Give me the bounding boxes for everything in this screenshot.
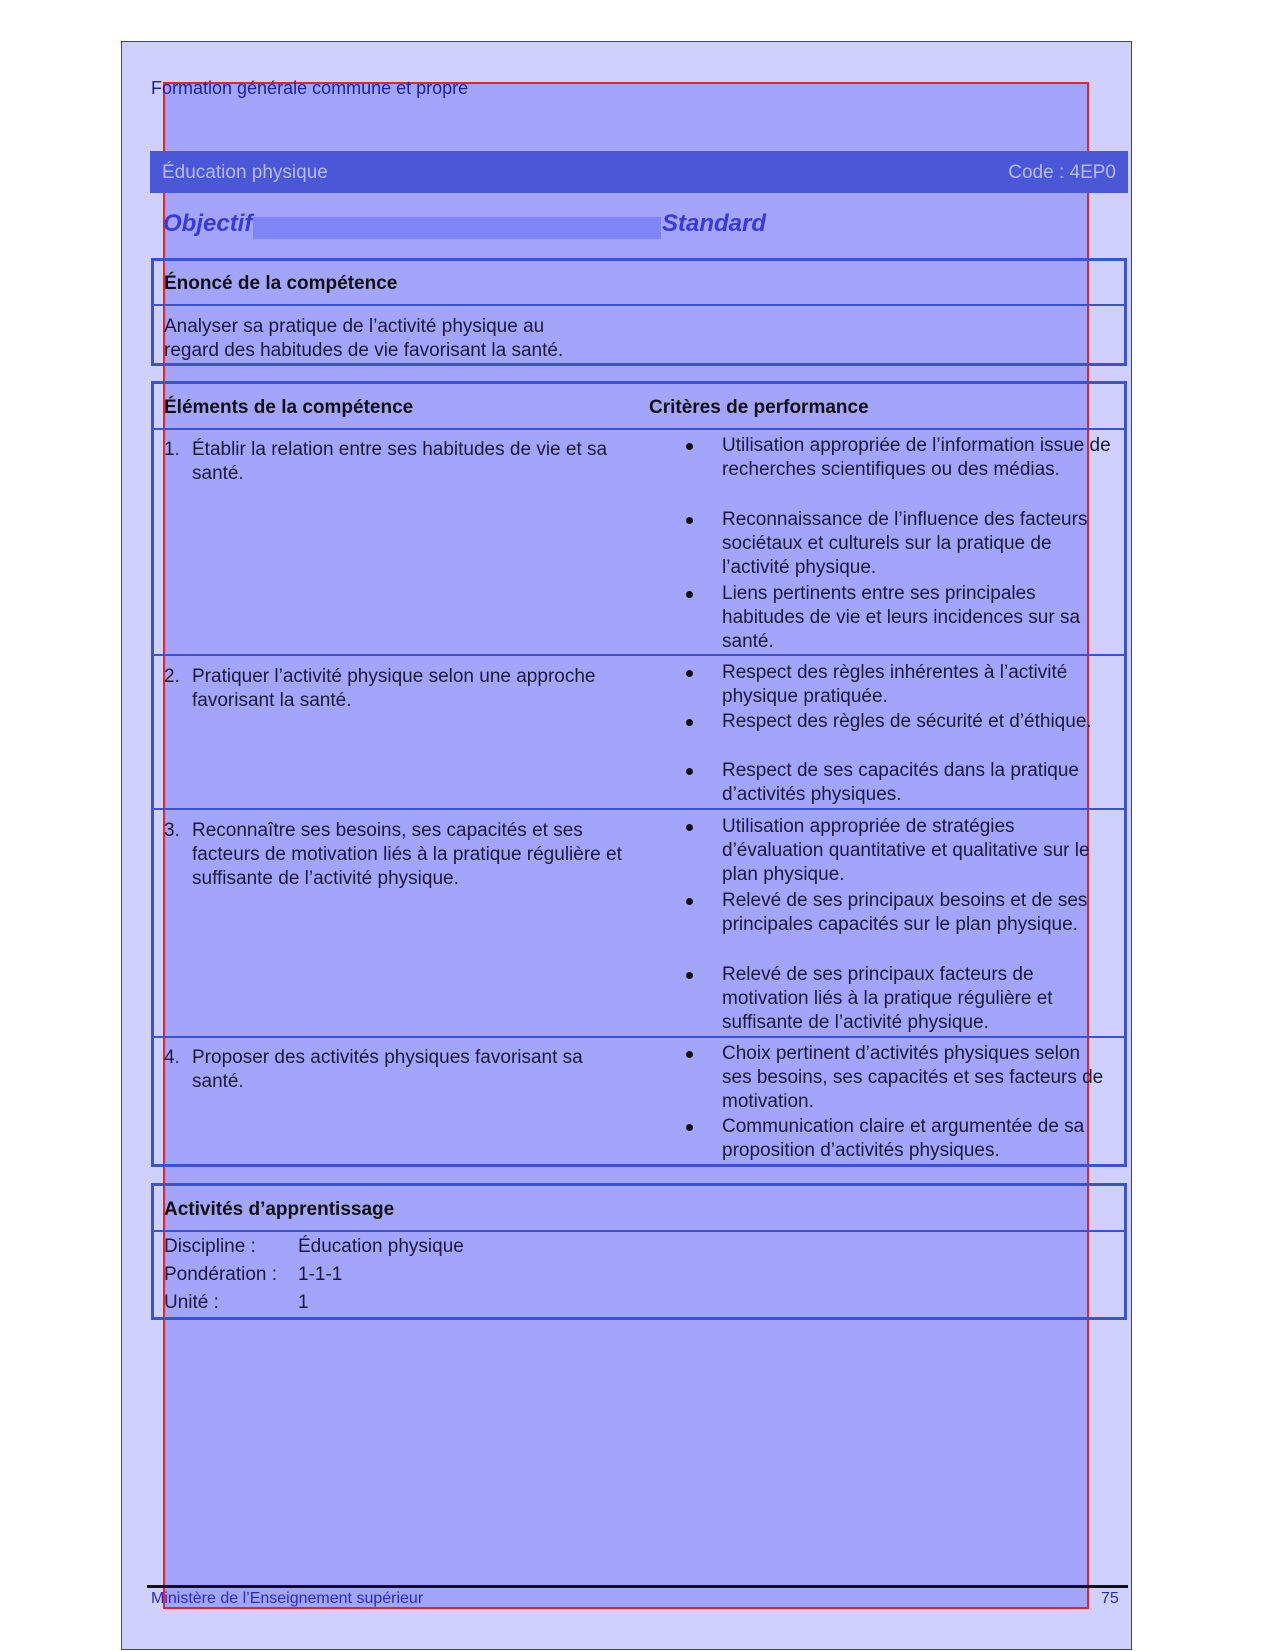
footer-ministry: Ministère de l’Enseignement supérieur [151, 1590, 424, 1607]
ponderation-label: Pondération : [164, 1264, 278, 1285]
criterion: Liens pertinents entre ses principales habitudes de vie et leurs incidences sur sa santé. [722, 583, 1081, 652]
bullet-icon [686, 972, 693, 979]
unite-label: Unité : [164, 1292, 219, 1313]
criterion: Utilisation appropriée de stratégies d’évaluation quantitative et qualitative sur le plan physique. [722, 816, 1090, 885]
element-text: Reconnaître ses besoins, ses capacités et ses facteurs de motivation liés à la pratique régulière et suffisante de l’activité physique. [192, 820, 622, 889]
table-row [164, 1046, 634, 1094]
elements-table [151, 381, 1127, 1167]
bullet-icon [686, 1051, 693, 1058]
col-header-criteres: Critères de performance [649, 397, 869, 418]
bullet-icon [686, 768, 693, 775]
table-header-divider [154, 428, 1124, 430]
row-divider [154, 1036, 1124, 1038]
program-title: Éducation physique [162, 162, 328, 183]
criterion: Respect des règles de sécurité et d’éthique. [722, 711, 1092, 732]
enonce-box [151, 258, 1127, 366]
bullet-icon [686, 824, 693, 831]
criterion: Utilisation appropriée de l’information issue de recherches scientifiques ou des médias. [722, 435, 1111, 480]
discipline-value: Éducation physique [298, 1236, 464, 1257]
row-divider [154, 808, 1124, 810]
bullet-icon [686, 670, 693, 677]
course-code: Code : 4EP0 [1008, 162, 1116, 183]
enonce-heading: Énoncé de la compétence [164, 273, 398, 294]
ponderation-row [164, 1264, 343, 1286]
enonce-line: Analyser sa pratique de l’activité physique au [164, 316, 545, 337]
ponderation-value: 1-1-1 [298, 1264, 343, 1285]
criterion: Respect des règles inhérentes à l’activité physique pratiquée. [722, 662, 1068, 707]
col-header-elements: Éléments de la compétence [164, 397, 414, 418]
table-row [164, 438, 634, 486]
header-top-text: Formation générale commune et propre [151, 78, 469, 98]
objectif-underline [253, 217, 661, 239]
discipline-row [164, 1236, 464, 1258]
element-number: 2. [164, 666, 180, 687]
activites-heading: Activités d’apprentissage [164, 1199, 395, 1220]
criterion: Respect de ses capacités dans la pratique d’activités physiques. [722, 760, 1079, 805]
element-text: Établir la relation entre ses habitudes de vie et sa santé. [192, 439, 608, 484]
objectif-label: Objectif [163, 210, 253, 237]
criterion: Communication claire et argumentée de sa proposition d’activités physiques. [722, 1116, 1085, 1161]
standard-label: Standard [662, 210, 767, 237]
page-number: 75 [1101, 1590, 1119, 1607]
element-number: 3. [164, 820, 180, 841]
table-row [164, 819, 634, 891]
element-text: Proposer des activités physiques favorisant sa santé. [192, 1047, 583, 1092]
criterion: Reconnaissance de l’influence des facteurs sociétaux et culturels sur la pratique de l’activité physique. [722, 509, 1088, 578]
bullet-icon [686, 1124, 693, 1131]
bullet-icon [686, 591, 693, 598]
unite-value: 1 [298, 1292, 309, 1313]
element-number: 4. [164, 1047, 180, 1068]
row-divider [154, 654, 1124, 656]
element-number: 1. [164, 439, 180, 460]
activites-divider [154, 1230, 1124, 1232]
bullet-icon [686, 898, 693, 905]
unite-row [164, 1292, 309, 1314]
criterion: Relevé de ses principaux facteurs de motivation liés à la pratique régulière et suffisante de l’activité physique. [722, 964, 1053, 1033]
bullet-icon [686, 517, 693, 524]
footer-divider [147, 1585, 1128, 1588]
table-row [164, 665, 634, 713]
enonce-line: regard des habitudes de vie favorisant la santé. [164, 340, 564, 361]
title-bar [150, 151, 1128, 193]
enonce-divider [154, 304, 1124, 306]
discipline-label: Discipline : [164, 1236, 256, 1257]
activites-box [151, 1183, 1127, 1320]
bullet-icon [686, 443, 693, 450]
criterion: Relevé de ses principaux besoins et de ses principales capacités sur le plan physique. [722, 890, 1088, 935]
bullet-icon [686, 719, 693, 726]
criterion: Choix pertinent d’activités physiques selon ses besoins, ses capacités et ses facteurs de motivation. [722, 1043, 1104, 1112]
element-text: Pratiquer l’activité physique selon une approche favorisant la santé. [192, 666, 596, 711]
